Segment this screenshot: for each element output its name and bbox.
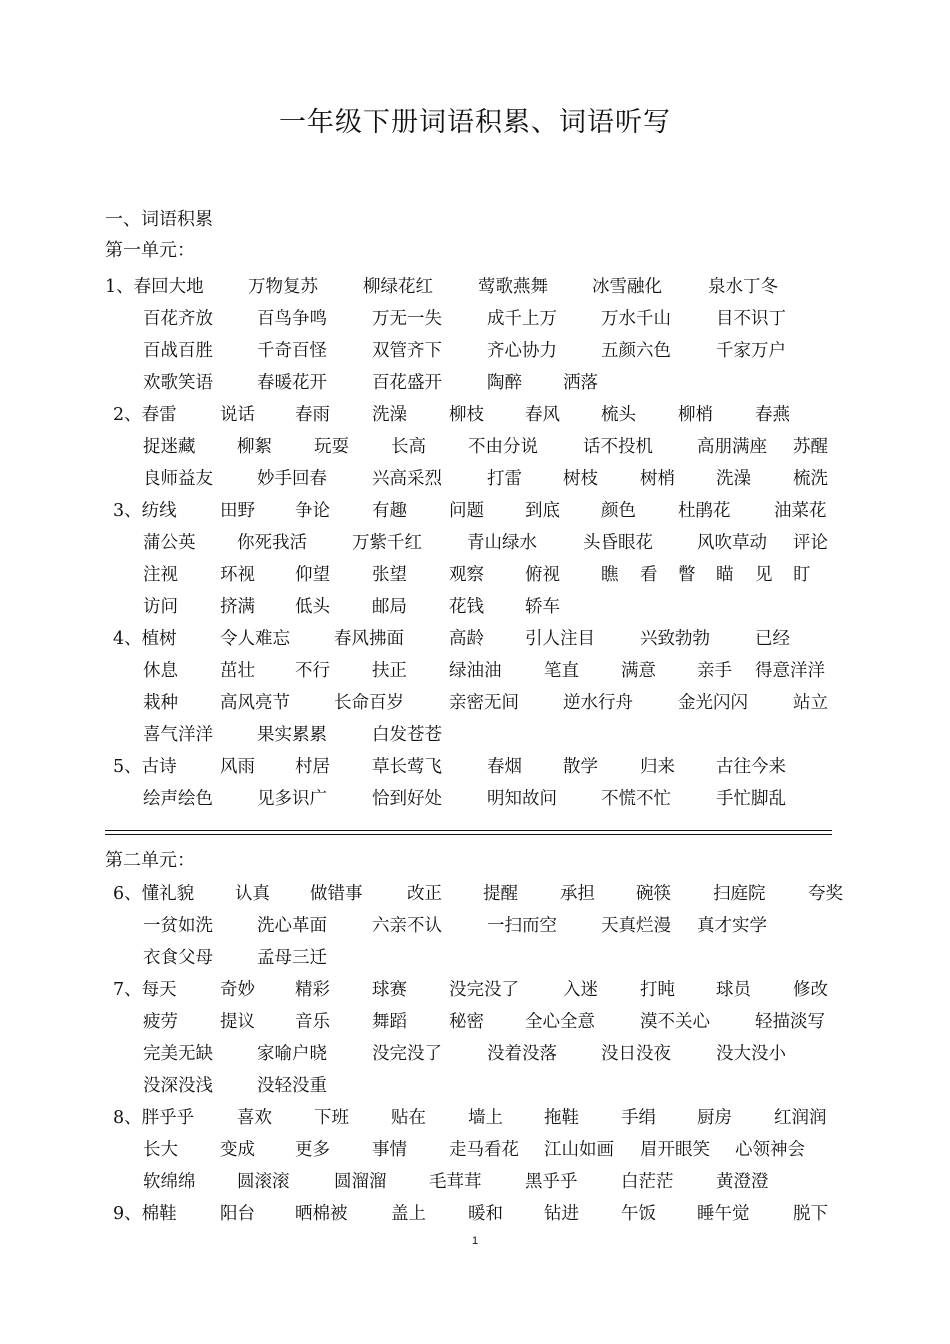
vocab-word: 提议	[220, 1012, 255, 1032]
vocab-word: 做错事	[310, 884, 363, 904]
vocab-word: 1、春回大地	[105, 277, 204, 297]
vocab-word: 万水千山	[601, 309, 671, 329]
vocab-word: 睡午觉	[697, 1204, 750, 1224]
vocab-word: 9、棉鞋	[113, 1204, 177, 1224]
vocab-word: 站立	[793, 693, 828, 713]
vocab-word: 妙手回春	[257, 469, 327, 489]
vocab-word: 暖和	[468, 1204, 503, 1224]
vocab-word: 轿车	[525, 597, 560, 617]
vocab-word: 没完没了	[372, 1044, 442, 1064]
vocab-word: 金光闪闪	[678, 693, 748, 713]
vocab-word: 树梢	[640, 469, 675, 489]
vocab-word: 真才实学	[697, 916, 767, 936]
vocab-word: 事情	[372, 1140, 407, 1160]
vocab-word: 梳洗	[793, 469, 828, 489]
vocab-word: 没日没夜	[601, 1044, 671, 1064]
vocab-word: 不由分说	[468, 437, 538, 457]
vocab-word: 春烟	[487, 757, 522, 777]
vocab-word: 圆滚滚	[237, 1172, 290, 1192]
vocab-word: 邮局	[372, 597, 407, 617]
vocab-word: 江山如画	[544, 1140, 614, 1160]
vocab-word: 田野	[220, 501, 255, 521]
vocab-word: 满意	[621, 661, 656, 681]
vocab-word: 油菜花	[774, 501, 827, 521]
vocab-word: 张望	[372, 565, 407, 585]
vocab-word: 瞧	[601, 565, 619, 585]
vocab-word: 村居	[295, 757, 330, 777]
vocab-word: 休息	[143, 661, 178, 681]
vocab-word: 喜气洋洋	[143, 725, 213, 745]
vocab-word: 明知故问	[487, 789, 557, 809]
vocab-word: 球员	[716, 980, 751, 1000]
vocab-word: 眉开眼笑	[640, 1140, 710, 1160]
vocab-word: 秘密	[449, 1012, 484, 1032]
vocab-word: 2、春雷	[113, 405, 177, 425]
page-number: 1	[471, 1235, 479, 1247]
vocab-word: 绘声绘色	[143, 789, 213, 809]
vocab-word: 捉迷藏	[143, 437, 196, 457]
vocab-word: 百花盛开	[372, 373, 442, 393]
vocab-word: 访问	[143, 597, 178, 617]
vocab-word: 漠不关心	[640, 1012, 710, 1032]
vocab-word: 软绵绵	[143, 1172, 196, 1192]
vocab-word: 千奇百怪	[257, 341, 327, 361]
vocab-word: 午饭	[621, 1204, 656, 1224]
vocab-word: 看	[640, 565, 658, 585]
vocab-word: 蒲公英	[143, 533, 196, 553]
vocab-word: 更多	[295, 1140, 330, 1160]
vocab-word: 柳绿花红	[363, 277, 433, 297]
vocab-word: 毛茸茸	[429, 1172, 482, 1192]
vocab-word: 没着没落	[487, 1044, 557, 1064]
vocab-word: 4、植树	[113, 629, 177, 649]
vocab-word: 春暖花开	[257, 373, 327, 393]
vocab-word: 挤满	[220, 597, 255, 617]
vocab-word: 栽种	[143, 693, 178, 713]
vocab-word: 晒棉被	[295, 1204, 348, 1224]
vocab-word: 没大没小	[716, 1044, 786, 1064]
vocab-word: 良师益友	[143, 469, 213, 489]
vocab-word: 春燕	[755, 405, 790, 425]
vocab-word: 脱下	[793, 1204, 828, 1224]
vocab-word: 有趣	[372, 501, 407, 521]
vocab-word: 万无一失	[372, 309, 442, 329]
vocab-word: 入迷	[563, 980, 598, 1000]
vocab-word: 瞄	[716, 565, 734, 585]
vocab-word: 亲密无间	[449, 693, 519, 713]
vocab-word: 双管齐下	[372, 341, 442, 361]
vocab-word: 见	[755, 565, 773, 585]
vocab-word: 逆水行舟	[563, 693, 633, 713]
vocab-word: 高朋满座	[697, 437, 767, 457]
vocab-word: 兴致勃勃	[640, 629, 710, 649]
vocab-word: 手忙脚乱	[716, 789, 786, 809]
vocab-word: 打雷	[487, 469, 522, 489]
vocab-word: 注视	[143, 565, 178, 585]
vocab-word: 7、每天	[113, 980, 177, 1000]
vocab-word: 一贫如洗	[143, 916, 213, 936]
vocab-word: 5、古诗	[113, 757, 177, 777]
vocab-word: 没轻没重	[257, 1076, 327, 1096]
vocab-word: 环视	[220, 565, 255, 585]
vocab-word: 得意洋洋	[755, 661, 825, 681]
vocab-word: 夸奖	[808, 884, 843, 904]
vocab-word: 柳枝	[449, 405, 484, 425]
vocab-word: 6、懂礼貌	[113, 884, 195, 904]
section-heading: 一、词语积累	[105, 209, 213, 230]
vocab-word: 五颜六色	[601, 341, 671, 361]
vocab-word: 衣食父母	[143, 948, 213, 968]
vocab-word: 归来	[640, 757, 675, 777]
vocab-word: 变成	[220, 1140, 255, 1160]
vocab-word: 笔直	[544, 661, 579, 681]
vocab-word: 墙上	[468, 1108, 503, 1128]
vocab-word: 冰雪融化	[592, 277, 662, 297]
vocab-word: 瞥	[678, 565, 696, 585]
vocab-word: 欢歌笑语	[143, 373, 213, 393]
vocab-word: 长命百岁	[334, 693, 404, 713]
vocab-word: 心领神会	[735, 1140, 805, 1160]
vocab-word: 六亲不认	[372, 916, 442, 936]
vocab-word: 8、胖乎乎	[113, 1108, 195, 1128]
vocab-word: 评论	[793, 533, 828, 553]
vocab-word: 全心全意	[525, 1012, 595, 1032]
vocab-word: 扶正	[372, 661, 407, 681]
vocab-word: 问题	[449, 501, 484, 521]
vocab-word: 争论	[295, 501, 330, 521]
vocab-word: 音乐	[295, 1012, 330, 1032]
vocab-word: 碗筷	[636, 884, 671, 904]
vocab-word: 话不投机	[583, 437, 653, 457]
vocab-word: 见多识广	[257, 789, 327, 809]
vocab-word: 低头	[295, 597, 330, 617]
vocab-word: 下班	[314, 1108, 349, 1128]
vocab-word: 树枝	[563, 469, 598, 489]
vocab-word: 引人注目	[525, 629, 595, 649]
vocab-word: 完美无缺	[143, 1044, 213, 1064]
vocab-word: 春风拂面	[334, 629, 404, 649]
vocab-word: 观察	[449, 565, 484, 585]
vocab-word: 百花齐放	[143, 309, 213, 329]
vocab-word: 阳台	[220, 1204, 255, 1224]
vocab-word: 春雨	[295, 405, 330, 425]
vocab-word: 不行	[295, 661, 330, 681]
vocab-word: 已经	[755, 629, 790, 649]
vocab-word: 提醒	[483, 884, 518, 904]
vocab-word: 花钱	[449, 597, 484, 617]
vocab-word: 风雨	[220, 757, 255, 777]
vocab-word: 亲手	[697, 661, 732, 681]
vocab-word: 轻描淡写	[755, 1012, 825, 1032]
vocab-word: 散学	[563, 757, 598, 777]
vocab-word: 洗澡	[372, 405, 407, 425]
vocab-word: 天真烂漫	[601, 916, 671, 936]
vocab-word: 齐心协力	[487, 341, 557, 361]
vocab-word: 果实累累	[257, 725, 327, 745]
vocab-word: 舞蹈	[372, 1012, 407, 1032]
vocab-word: 没完没了	[449, 980, 519, 1000]
vocab-word: 杜鹃花	[678, 501, 731, 521]
vocab-word: 白发苍苍	[372, 725, 442, 745]
vocab-word: 千家万户	[716, 341, 786, 361]
vocab-word: 黄澄澄	[716, 1172, 769, 1192]
vocab-word: 茁壮	[220, 661, 255, 681]
vocab-word: 泉水丁冬	[708, 277, 778, 297]
vocab-word: 圆溜溜	[334, 1172, 387, 1192]
vocab-word: 玩耍	[314, 437, 349, 457]
vocab-word: 你死我活	[237, 533, 307, 553]
vocab-word: 头昏眼花	[583, 533, 653, 553]
vocab-word: 仰望	[295, 565, 330, 585]
vocab-word: 兴高采烈	[372, 469, 442, 489]
vocab-word: 古往今来	[716, 757, 786, 777]
vocab-word: 盖上	[391, 1204, 426, 1224]
vocab-word: 家喻户晓	[257, 1044, 327, 1064]
vocab-word: 盯	[793, 565, 811, 585]
vocab-word: 厨房	[697, 1108, 732, 1128]
vocab-word: 手绢	[621, 1108, 656, 1128]
vocab-word: 承担	[560, 884, 595, 904]
vocab-word: 没深没浅	[143, 1076, 213, 1096]
vocab-word: 球赛	[372, 980, 407, 1000]
unit1-heading: 第一单元：	[105, 240, 195, 261]
vocab-word: 春风	[525, 405, 560, 425]
vocab-word: 红润润	[774, 1108, 827, 1128]
vocab-word: 颜色	[601, 501, 636, 521]
vocab-word: 洒落	[563, 373, 598, 393]
vocab-word: 百战百胜	[143, 341, 213, 361]
vocab-word: 疲劳	[143, 1012, 178, 1032]
vocab-word: 恰到好处	[372, 789, 442, 809]
vocab-word: 认真	[235, 884, 270, 904]
unit2-heading: 第二单元：	[105, 850, 195, 871]
vocab-word: 俯视	[525, 565, 560, 585]
vocab-word: 钻进	[544, 1204, 579, 1224]
vocab-word: 洗澡	[716, 469, 751, 489]
vocab-word: 改正	[407, 884, 442, 904]
vocab-word: 到底	[525, 501, 560, 521]
vocab-word: 绿油油	[449, 661, 502, 681]
vocab-word: 苏醒	[793, 437, 828, 457]
vocab-word: 喜欢	[237, 1108, 272, 1128]
vocab-word: 修改	[793, 980, 828, 1000]
double-divider	[105, 830, 832, 835]
vocab-word: 白茫茫	[621, 1172, 674, 1192]
vocab-word: 目不识丁	[716, 309, 786, 329]
vocab-word: 青山绿水	[467, 533, 537, 553]
vocab-word: 陶醉	[487, 373, 522, 393]
vocab-word: 拖鞋	[544, 1108, 579, 1128]
vocab-word: 风吹草动	[697, 533, 767, 553]
vocab-word: 精彩	[295, 980, 330, 1000]
vocab-word: 说话	[220, 405, 255, 425]
vocab-word: 孟母三迁	[257, 948, 327, 968]
vocab-word: 令人难忘	[220, 629, 290, 649]
vocab-word: 万紫千红	[352, 533, 422, 553]
vocab-word: 柳絮	[237, 437, 272, 457]
vocab-word: 百鸟争鸣	[257, 309, 327, 329]
vocab-word: 长大	[143, 1140, 178, 1160]
vocab-word: 3、纺线	[113, 501, 177, 521]
vocab-word: 走马看花	[449, 1140, 519, 1160]
vocab-word: 奇妙	[220, 980, 255, 1000]
vocab-word: 扫庭院	[713, 884, 766, 904]
vocab-word: 长高	[391, 437, 426, 457]
vocab-word: 莺歌燕舞	[478, 277, 548, 297]
vocab-word: 梳头	[601, 405, 636, 425]
vocab-word: 高风亮节	[220, 693, 290, 713]
vocab-word: 贴在	[391, 1108, 426, 1128]
vocab-word: 草长莺飞	[372, 757, 442, 777]
page-title: 一年级下册词语积累、词语听写	[279, 107, 671, 138]
vocab-word: 万物复苏	[248, 277, 318, 297]
vocab-word: 黑乎乎	[525, 1172, 578, 1192]
vocab-word: 柳梢	[678, 405, 713, 425]
vocab-word: 成千上万	[487, 309, 557, 329]
vocab-word: 打盹	[640, 980, 675, 1000]
vocab-word: 一扫而空	[487, 916, 557, 936]
vocab-word: 高龄	[449, 629, 484, 649]
vocab-word: 不慌不忙	[601, 789, 671, 809]
vocab-word: 洗心革面	[257, 916, 327, 936]
